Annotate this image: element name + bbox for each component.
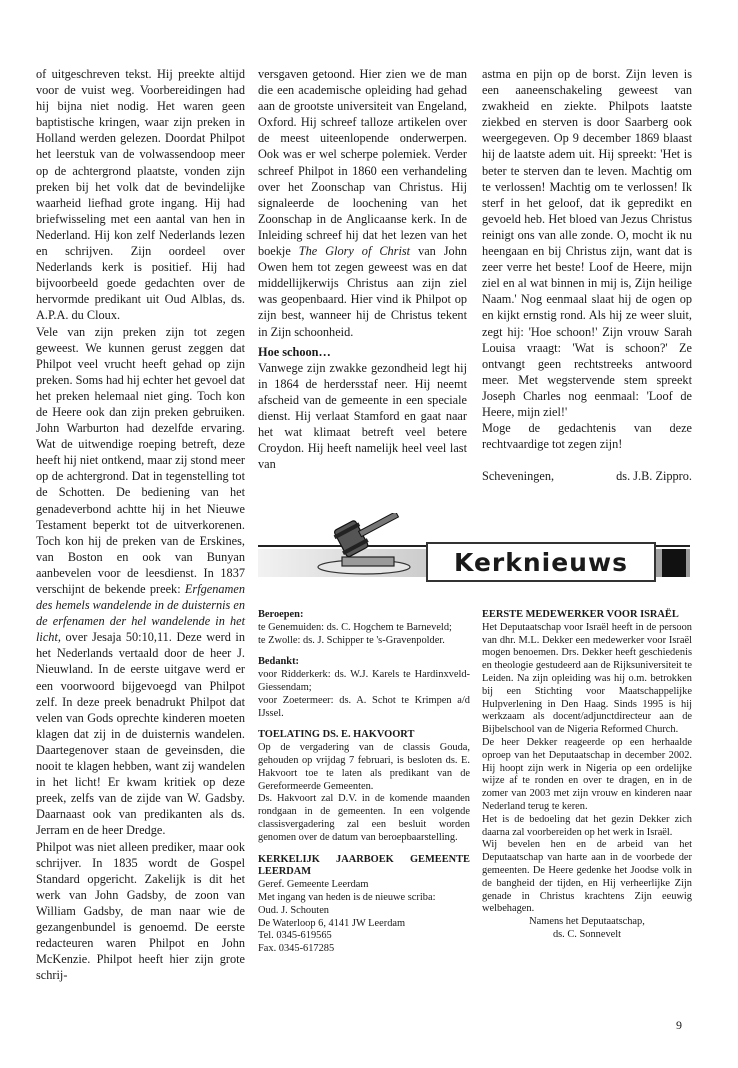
news-item: Op de vergadering van de classis Gouda, gehouden op vrijdag 7 februari, is besloten ds. E. Hakvoort toe te laten als predikant van de Gereformeerde Gemeenten. bbox=[258, 742, 470, 792]
paragraph: Vele van zijn preken zijn tot zegen geweest. We kunnen gerust zeggen dat Philpot veel vrucht heeft gehad op zijn preken. Soms had hij echter het gevoel dat het preken helemaal niet ging. Toch kon de Heere ook dan zijn preken gebruiken. John Warburton had dezelfde ervaring. Wat de uitwendige roeping betreft, deze heeft hij niet ontkend, maar zij stond meer op de achtergrond. Dat in tegenstelling tot de Schotten. De bediening van het genadeverbond achtte hij in het Nieuwe Testament beperkt tot de uitverkorenen. Toch kon hij de preken van de Erskines, van Boston en ook van Bunyan aanbevelen voor de leesdienst. In 1837 verschijnt de bekende preek: Erfgenamen des hemels wandelende in de duisternis en de erfenamen der hel wandelende in het licht, over Jesaja 50:10,11. Deze werd in het Nederlands vertaald door de heer J. Nieuwland. In de eerste uitgave werd er een voorwoord bijgevoegd van Philpot zelf. In deze preek benadrukt Philpot dat velen van Gods oprechte kinderen moeten klagen dat zij in de duisternis wandelen. Daartegenover staan de geveinsden, die nooit te klagen hebben, want zij wandelen in het licht! Er kwam kritiek op deze preek, zelfs van de zijde van W. Gadsby. Daarnaast ook van predikanten als ds. Jerram en de heer Dredge. bbox=[36, 324, 246, 838]
news-item: te Zwolle: ds. J. Schipper te 's-Gravenpolder. bbox=[258, 634, 445, 646]
news-heading: Beroepen: bbox=[258, 609, 304, 620]
page-number: 9 bbox=[676, 1018, 682, 1032]
paragraph: astma en pijn op de borst. Zijn leven is een aaneenschakeling geweest van zwakheid en ziekte. Philpots laatste ziekbed en sterven is door Saarberg ook weergegeven. Op 9 december 1869 blaast hij de laatste adem uit. Hij spreekt: 'Het is beter te sterven dan te leven. Machtig om te verlossen! Machtig om te verlossen! Ik sterf in het geloof, dat ik gepredikt en gevoeld heb. Het bloed van Jezus Christus reinigt ons van alle zonde. O, mocht ik nu heengaan en bij Christus zijn, want dat is zeer verre het beste! Loof de Heere, mijn ziel en al wat binnen in mij is, Zijn heilige Naam.' Nog eenmaal slaat hij de ogen op en kijkt ernstig rond. Als hij ze weer sluit, zegt hij: 'Hoe schoon!' Zijn vrouw Sarah Louisa vraagt: 'Wat is schoon?' Ze ontvangt geen rechtstreeks antwoord meer. Met wegstervende stem spreekt Joseph Charles nog eenmaal: 'Loof de Heere, mijn ziel!' bbox=[482, 67, 692, 419]
news-item: Tel. 0345-619565 bbox=[258, 930, 332, 942]
book-title: The Glory of Christ bbox=[298, 244, 411, 259]
news-item: De heer Dekker reageerde op een herhaalde oproep van het Deputaatschap in december 2002. Hij hoopt zijn werk in Nigeria op een ordelijke wijze af te ronden en over te dragen, en in de zomer van 2003 met zijn vrouw en kinderen naar Nederland terug te keren. bbox=[482, 736, 692, 812]
article-column-1 bbox=[36, 66, 245, 983]
sermon-title: Erfgenamen des hemels wandelende in de duisternis en de erfenamen der hel wandelende in het licht, bbox=[36, 582, 246, 645]
news-signature: ds. C. Sonnevelt bbox=[552, 928, 622, 940]
section-title: Kerknieuws bbox=[454, 547, 628, 577]
subheading: Hoe schoon… bbox=[258, 344, 331, 359]
news-item: Het Deputaatschap voor Israël heeft in de persoon van dhr. M.L. Dekker een medewerker voor Israël mogen benoemen. Drs. Dekker heeft geschiedenis en theologie gestudeerd aan de Rijksuniversiteit te Leiden. Na zijn opleiding was hij o.m. betrokken bij een Stichting voor Maatschappelijke Hulpverlening in Den Haag. Sinds 1995 is hij werkzaam als docent/adjunctdirecteur aan de Bijbelschool van de Nigeria Reformed Church. bbox=[482, 621, 692, 736]
news-item: De Waterloop 6, 4141 JW Leerdam bbox=[258, 917, 406, 929]
paragraph: Vanwege zijn zwakke gezondheid legt hij in 1864 de herdersstaf neer. Hij neemt afscheid van de gemeente in een speciale dienst. Hij verlaat Stamford en gaat naar het wat klimaat betreft veel betere Croydon. Hij heeft namelijk heel veel last van bbox=[258, 360, 467, 472]
news-signature: Namens het Deputaatschap, bbox=[529, 916, 645, 928]
banner-square bbox=[662, 549, 686, 577]
news-heading: Bedankt: bbox=[258, 656, 299, 668]
author-signature bbox=[482, 468, 692, 484]
news-item: te Genemuiden: ds. C. Hogchem te Barneveld; bbox=[258, 621, 452, 633]
news-heading: EERSTE MEDEWERKER VOOR ISRAËL bbox=[482, 609, 679, 620]
kerknieuws-banner bbox=[258, 511, 690, 603]
news-item: voor Ridderkerk: ds. W.J. Karels te Hardinxveld-Giessendam; bbox=[258, 669, 470, 693]
news-item: Wij bevelen hen en de arbeid van het Deputaatschap van harte aan in de voorbede der gemeenten. De Heere gedenke het Joodse volk in de bangheid der tijden, en Hij verheerlijke Zijn genade in Christus krachtens Zijn eeuwig welbehagen. bbox=[482, 839, 692, 915]
article-column-3 bbox=[482, 66, 692, 484]
news-column-left bbox=[258, 609, 470, 956]
news-item: Het is de bedoeling dat het gezin Dekker zich daarna zal voorbereiden op het werk in Israël. bbox=[482, 813, 692, 838]
news-item: Oud. J. Schouten bbox=[258, 904, 329, 916]
news-item: Geref. Gemeente Leerdam bbox=[258, 879, 369, 891]
paragraph: of uitgeschreven tekst. Hij preekte altijd voor de vuist weg. Voorbereidingen had hij bijna niet nodig. Het waren geen baptistische kringen, waar zijn preken in Holland werden gelezen. Doordat Philpot het leerstuk van de volwassendoop meer op de achtergrond plaatste, vonden zijn preken bij het volk dat de bevindelijke waarheid liefhad grote ingang. Hij had briefwisseling met een aantal van hen in Nederland. Hij kon zelf Nederlands lezen en schrijven. Zijn oordeel over Nederlands kerk is positief. Hij had bijvoorbeeld goede gedachten over de hervormde predikant uit Oud Alblas, ds. A.P.A. du Cloux. bbox=[36, 67, 245, 323]
signature-author: ds. J.B. Zippro. bbox=[616, 469, 692, 484]
news-item: Met ingang van heden is de nieuwe scriba: bbox=[258, 891, 436, 903]
paragraph: Moge de gedachtenis van deze rechtvaardige tot zegen zijn! bbox=[482, 421, 692, 452]
paragraph: Philpot was niet alleen prediker, maar ook schrijver. In 1835 wordt de Gospel Standard opgericht. Zakelijk is dit het werk van John Gadsby, de zoon van William Gadsby, de man naar wie de gezangenbundel is genoemd. De eerste redacteuren waren Philpot en John McKenzie. Philpot heeft hier zijn grote schrij- bbox=[36, 839, 245, 983]
signature-place: Scheveningen, bbox=[482, 469, 555, 484]
article-column-2 bbox=[258, 66, 467, 472]
news-heading: KERKELIJK JAARBOEK GEMEENTE LEERDAM bbox=[258, 853, 470, 878]
news-item: Fax. 0345-617285 bbox=[258, 943, 335, 955]
banner-title-box bbox=[426, 542, 656, 582]
news-heading: TOELATING DS. E. HAKVOORT bbox=[258, 729, 415, 741]
news-column-right bbox=[482, 609, 692, 942]
news-item: voor Zoetermeer: ds. A. Schot te Krimpen a/d IJssel. bbox=[258, 694, 470, 719]
news-item: Ds. Hakvoort zal D.V. in de komende maanden rondgaan in de gemeenten. In een volgende classisvergadering zal een besluit worden genomen over de datum van beroepbaarstelling. bbox=[258, 793, 470, 843]
gavel-icon bbox=[304, 513, 414, 575]
paragraph: versgaven getoond. Hier zien we de man die een academische opleiding had gehad aan de grootste universiteit van Engeland, Oxford. Hij schreef talloze artikelen over de meest uiteenlopende onderwerpen. Ook was er wel scherpe polemiek. Verder schreef Philpot in 1860 een verhandeling over het Zoonschap van Christus. Hij signaleerde de loochening van het Zoonschap in de Anglicaanse kerk. In de Inleiding schreef hij dat het lezen van het boekje The Glory of Christ van John Owen hem tot zegen geweest was en dat middellijkerwijs Christus aan zijn ziel was geopenbaard. Hier vind ik Philpot op zijn best, wanneer hij de Christus tekent in Zijn schoonheid. bbox=[258, 67, 468, 339]
